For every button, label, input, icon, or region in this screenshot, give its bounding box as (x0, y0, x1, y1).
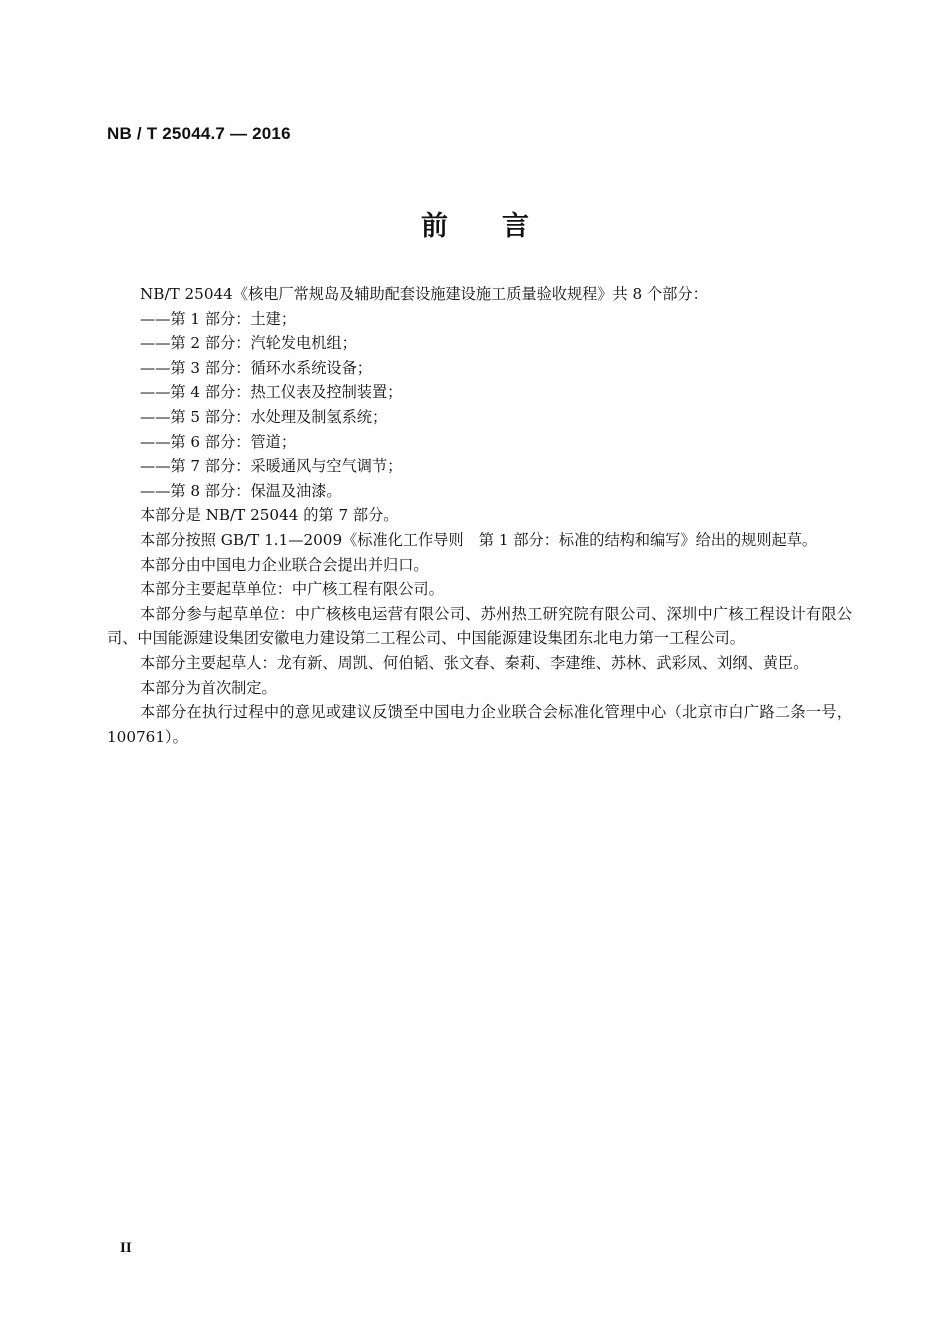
part-statement-paragraph: 本部分是 NB/T 25044 的第 7 部分。 (140, 506, 399, 525)
part-item-6: ——第 6 部分：管道； (140, 432, 297, 451)
page-number: II (120, 1240, 132, 1256)
part-item-7: ——第 7 部分：采暖通风与空气调节； (140, 457, 403, 476)
proposer-paragraph: 本部分由中国电力企业联合会提出并归口。 (140, 555, 429, 574)
part-item-1: ——第 1 部分：土建； (140, 309, 297, 328)
part-item-8: ——第 8 部分：保温及油漆。 (140, 481, 342, 500)
participating-units-paragraph: 本部分参与起草单位：中广核核电运营有限公司、苏州热工研究院有限公司、深圳中广核工程设计有限公司、中国能源建设集团安徽电力建设第二工程公司、中国能源建设集团东北电力第一工程公司。 (107, 604, 852, 648)
document-code: NB / T 25044.7 — 2016 (107, 124, 291, 143)
feedback-paragraph: 本部分在执行过程中的意见或建议反馈至中国电力企业联合会标准化管理中心（北京市白广路二条一号，100761）。 (107, 703, 852, 746)
page-title: 前言 (421, 211, 583, 242)
part-item-2: ——第 2 部分：汽轮发电机组； (140, 334, 357, 353)
drafting-rules-paragraph: 本部分按照 GB/T 1.1—2009《标准化工作导则 第 1 部分：标准的结构和编写》给出的规则起草。 (140, 530, 818, 549)
part-item-4: ——第 4 部分：热工仪表及控制装置； (140, 383, 403, 402)
main-drafter-unit-paragraph: 本部分主要起草单位：中广核工程有限公司。 (140, 580, 444, 599)
intro-paragraph: NB/T 25044《核电厂常规岛及辅助配套设施建设施工质量验收规程》共 8 个部分： (140, 285, 708, 303)
parts-list (107, 307, 852, 504)
main-drafters-paragraph: 本部分主要起草人：龙有新、周凯、何伯韬、张文春、秦莉、李建维、苏林、武彩凤、刘纲、黄臣。 (140, 653, 809, 672)
part-item-5: ——第 5 部分：水处理及制氢系统； (140, 407, 388, 426)
foreword-body (107, 282, 852, 749)
part-item-3: ——第 3 部分：循环水系统设备； (140, 358, 372, 377)
first-edition-paragraph: 本部分为首次制定。 (140, 678, 277, 697)
